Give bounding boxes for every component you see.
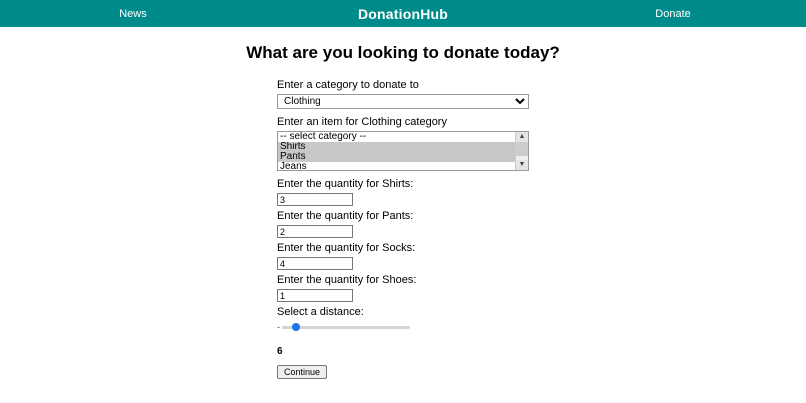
list-item[interactable]: Pants: [278, 152, 516, 162]
quantity-label-shirts: Enter the quantity for Shirts:: [277, 178, 414, 190]
category-select[interactable]: [277, 94, 529, 109]
quantity-label-socks: Enter the quantity for Socks:: [277, 242, 416, 254]
quantity-label-pants: Enter the quantity for Pants:: [277, 210, 414, 222]
list-item[interactable]: Jeans: [280, 162, 307, 171]
top-navbar: [0, 0, 806, 27]
nav-link-donate[interactable]: Donate: [655, 7, 691, 20]
brand-title: DonationHub: [357, 5, 449, 22]
page-title: What are you looking to donate today?: [246, 43, 560, 62]
quantity-input-pants[interactable]: [277, 225, 353, 238]
quantity-input-shoes[interactable]: [277, 289, 353, 302]
distance-slider-row: [277, 322, 529, 332]
listbox-scrollbar[interactable]: [515, 132, 528, 170]
quantity-input-shirts[interactable]: [277, 193, 353, 206]
scrollbar-thumb[interactable]: [516, 142, 528, 156]
distance-slider-label: Select a distance:: [277, 306, 364, 318]
item-multiselect-listbox[interactable]: [277, 131, 529, 171]
item-list-label: Enter an item for Clothing category: [277, 116, 447, 128]
nav-link-news[interactable]: News: [119, 7, 147, 20]
scroll-up-arrow-icon[interactable]: ▲: [516, 132, 528, 142]
page-content: [0, 27, 806, 379]
nav-left-section: [0, 8, 266, 20]
quantity-label-shoes: Enter the quantity for Shoes:: [277, 274, 417, 286]
list-item[interactable]: -- select category --: [280, 132, 367, 142]
category-label: Enter a category to donate to: [277, 79, 419, 91]
continue-button[interactable]: Continue: [277, 365, 327, 379]
distance-slider[interactable]: [282, 325, 410, 329]
scroll-down-arrow-icon[interactable]: ▼: [516, 160, 528, 170]
distance-value: 6: [277, 346, 283, 357]
quantity-input-socks[interactable]: [277, 257, 353, 270]
list-item[interactable]: Shirts: [278, 142, 516, 152]
nav-right-section: [540, 8, 806, 20]
slider-min-marker: -: [277, 322, 280, 332]
donation-form: [277, 79, 529, 379]
listbox-options: [278, 132, 516, 171]
